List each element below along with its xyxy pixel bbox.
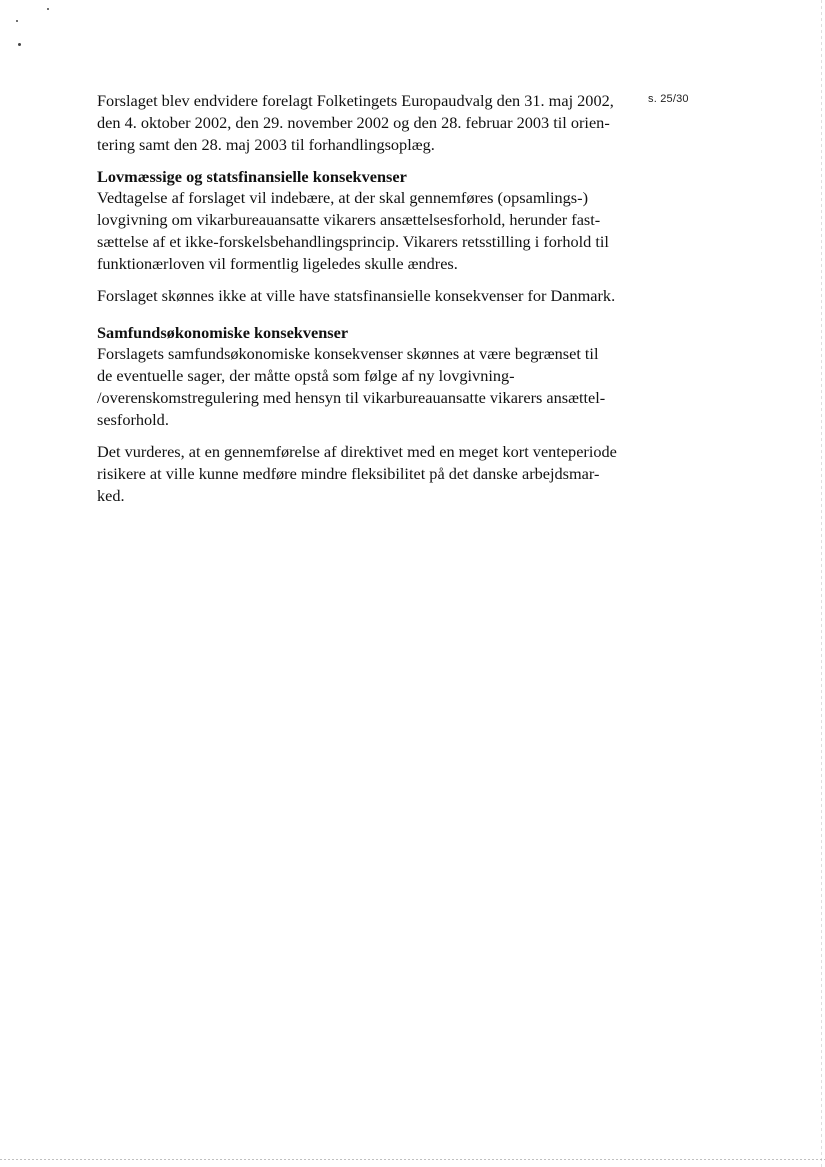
- scan-edge-bottom: [0, 1159, 825, 1160]
- scan-speck: [47, 8, 49, 10]
- page-number: s. 25/30: [648, 93, 689, 105]
- section-heading-legal: Lovmæssige og statsfinansielle konsekvenser: [97, 167, 407, 186]
- scan-speck: [16, 20, 18, 22]
- text-line: sesforhold.: [97, 410, 169, 429]
- scan-edge-right: [821, 0, 822, 1167]
- text-line: Forslagets samfundsøkonomiske konsekvenser skønnes at være begrænset til: [97, 344, 599, 363]
- assessment-paragraph: [97, 441, 617, 507]
- text-line: sættelse af et ikke-forskelsbehandlingsprincip. Vikarers retsstilling i forhold til: [97, 232, 609, 251]
- intro-paragraph: [97, 90, 614, 156]
- text-line: Forslaget skønnes ikke at ville have statsfinansielle konsekvenser for Danmark.: [97, 286, 616, 305]
- scan-speck: [18, 43, 21, 46]
- section-heading-economic: Samfundsøkonomiske konsekvenser: [97, 323, 349, 342]
- text-line: ked.: [97, 486, 125, 505]
- text-line: Vedtagelse af forslaget vil indebære, at der skal gennemføres (opsamlings-): [97, 188, 588, 207]
- economic-paragraph: [97, 343, 605, 431]
- text-line: Forslaget blev endvidere forelagt Folketingets Europaudvalg den 31. maj 2002,: [97, 91, 614, 110]
- text-line: den 4. oktober 2002, den 29. november 2002 og den 28. februar 2003 til orien-: [97, 113, 610, 132]
- text-line: de eventuelle sager, der måtte opstå som følge af ny lovgivning-: [97, 366, 515, 385]
- text-line: lovgivning om vikarbureauansatte vikarers ansættelsesforhold, herunder fast-: [97, 210, 601, 229]
- text-line: /overenskomstregulering med hensyn til vikarbureauansatte vikarers ansættel-: [97, 388, 606, 407]
- text-line: Det vurderes, at en gennemførelse af direktivet med en meget kort venteperiode: [97, 442, 617, 461]
- text-line: funktionærloven vil formentlig ligeledes skulle ændres.: [97, 254, 458, 273]
- legal-paragraph: [97, 187, 609, 275]
- fiscal-paragraph: [97, 285, 615, 307]
- text-line: risikere at ville kunne medføre mindre fleksibilitet på det danske arbejdsmar-: [97, 464, 600, 483]
- text-line: tering samt den 28. maj 2003 til forhandlingsoplæg.: [97, 135, 435, 154]
